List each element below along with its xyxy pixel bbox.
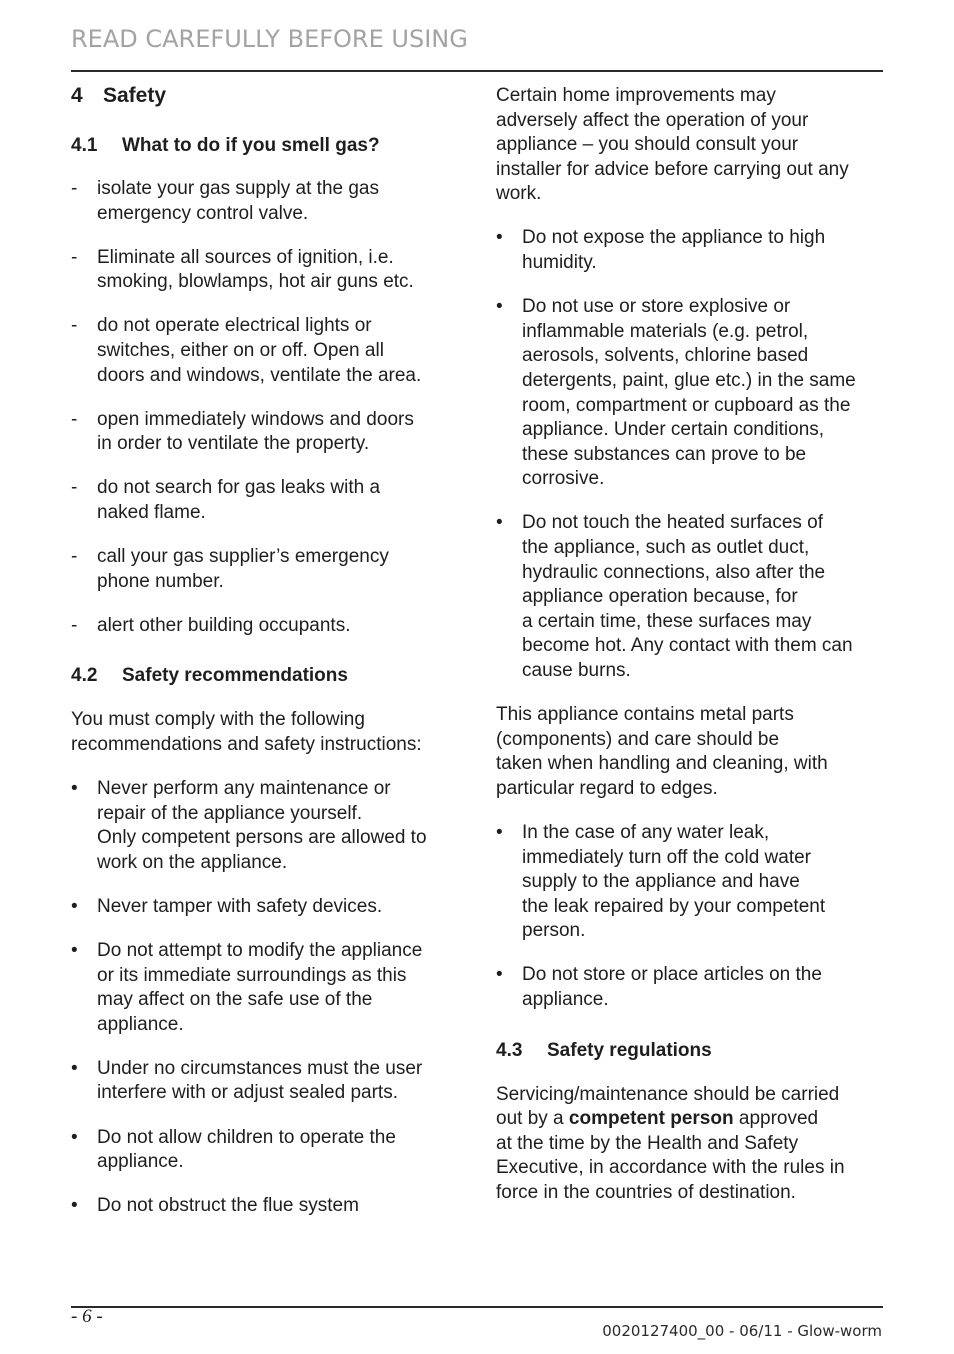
item-line: isolate your gas supply at the gas (97, 178, 380, 199)
dash-marker: - (71, 178, 78, 199)
item-line: switches, either on or off. Open all (97, 339, 384, 361)
para-line: work. (496, 183, 542, 205)
item-line: smoking, blowlamps, hot air guns etc. (97, 271, 414, 293)
item-line: Do not expose the appliance to high (522, 227, 826, 249)
bullet-marker: • (71, 778, 78, 799)
item-line: In the case of any water leak, (522, 821, 770, 843)
item-line: become hot. Any contact with them can (522, 635, 853, 657)
para-line: You must comply with the following (71, 709, 365, 731)
item-line: repair of the appliance yourself. (97, 802, 363, 824)
list-item (71, 614, 456, 639)
footer-rule (71, 1306, 883, 1308)
subsection-heading-4-2 (71, 664, 456, 688)
item-line: inflammable materials (e.g. petrol, (522, 320, 809, 342)
item-line: appliance. (97, 1151, 184, 1173)
bullet-marker: • (71, 1126, 78, 1148)
leak-precautions-list (496, 821, 886, 1013)
regulations-paragraph (496, 1083, 886, 1206)
item-line: Do not obstruct the flue system (97, 1195, 359, 1217)
item-line: phone number. (97, 570, 224, 592)
item-line: alert other building occupants. (97, 614, 351, 636)
recommendations-intro (71, 708, 456, 757)
metal-parts-note (496, 703, 886, 801)
item-line: doors and windows, ventilate the area. (97, 364, 422, 386)
item-line: Do not allow children to operate the (97, 1126, 396, 1148)
dash-marker: - (71, 546, 78, 568)
item-line: Only competent persons are allowed to (97, 827, 427, 849)
item-line: humidity. (522, 252, 597, 274)
dash-marker: - (71, 408, 78, 430)
item-line: Eliminate all sources of ignition, i.e. (97, 246, 394, 268)
para-text: out by a (496, 1108, 569, 1130)
left-column (71, 84, 456, 1219)
item-line: appliance. Under certain conditions, (522, 419, 825, 441)
list-item (71, 177, 456, 226)
list-item (71, 476, 456, 525)
para-line: (components) and care should be (496, 728, 780, 750)
item-line: room, compartment or cupboard as the (522, 394, 851, 416)
list-item (71, 314, 456, 388)
dash-marker: - (71, 477, 78, 499)
document-reference: 0020127400_00 - 06/11 - Glow-worm (602, 1322, 882, 1340)
item-line: Do not use or store explosive or (522, 296, 791, 318)
precautions-list (496, 226, 886, 683)
subsection-heading-4-3 (496, 1039, 886, 1063)
bullet-marker: • (496, 821, 503, 843)
item-line: appliance operation because, for (522, 586, 798, 608)
list-item (71, 1057, 456, 1106)
item-line: Do not touch the heated surfaces of (522, 512, 824, 534)
list-item (71, 895, 456, 920)
para-line: installer for advice before carrying out any (496, 158, 849, 180)
item-line: the appliance, such as outlet duct, (522, 537, 810, 558)
subsection-number: 4.1 (71, 135, 98, 156)
item-line: aerosols, solvents, chlorine based (522, 345, 809, 367)
list-item (71, 1126, 456, 1175)
gas-smell-list (71, 177, 456, 638)
item-line: the leak repaired by your competent (522, 895, 826, 917)
item-line: Do not attempt to modify the appliance (97, 939, 423, 961)
bullet-marker: • (71, 1057, 78, 1079)
list-item (71, 1194, 456, 1219)
page-number: - 6 - (71, 1306, 103, 1327)
competent-person-emphasis: competent person (568, 1108, 734, 1130)
list-item (496, 295, 886, 492)
subsection-title: Safety recommendations (122, 665, 348, 687)
item-line: Never tamper with safety devices. (97, 895, 383, 917)
subsection-number: 4.3 (496, 1039, 523, 1061)
home-improvements-intro (496, 84, 886, 207)
recommendations-list (71, 777, 456, 1219)
para-line: appliance – you should consult your (496, 134, 799, 156)
section-heading (71, 84, 456, 108)
para-line: adversely affect the operation of your (496, 109, 809, 131)
bullet-marker: • (71, 939, 78, 961)
item-line: may affect on the safe use of the (97, 989, 373, 1011)
item-line: cause burns. (522, 659, 631, 681)
para-line: This appliance contains metal parts (496, 704, 794, 726)
subsection-title: Safety regulations (547, 1039, 712, 1061)
para-line: force in the countries of destination. (496, 1181, 796, 1203)
subsection-number: 4.2 (71, 665, 98, 687)
list-item (496, 963, 886, 1012)
bullet-marker: • (496, 964, 503, 986)
item-line: Do not store or place articles on the (522, 964, 822, 986)
para-line (496, 1107, 886, 1132)
header-rule (71, 70, 883, 72)
item-line: corrosive. (522, 468, 605, 490)
item-line: immediately turn off the cold water (522, 846, 812, 868)
list-item (71, 777, 456, 875)
section-title: Safety (103, 84, 167, 107)
bullet-marker: • (496, 296, 503, 318)
subsection-heading-4-1 (71, 134, 456, 158)
item-line: in order to ventilate the property. (97, 433, 370, 455)
dash-marker: - (71, 315, 78, 337)
list-item (71, 408, 456, 457)
item-line: or its immediate surroundings as this (97, 964, 407, 986)
para-line: Executive, in accordance with the rules in (496, 1157, 845, 1179)
item-line: appliance. (522, 989, 609, 1010)
para-line: recommendations and safety instructions: (71, 733, 422, 755)
list-item (71, 246, 456, 295)
list-item (496, 226, 886, 275)
para-line: Servicing/maintenance should be carried (496, 1083, 840, 1105)
item-line: a certain time, these surfaces may (522, 610, 812, 632)
item-line: Under no circumstances must the user (97, 1057, 423, 1079)
para-line: Certain home improvements may (496, 85, 776, 106)
bullet-marker: • (71, 1195, 78, 1217)
list-item (496, 821, 886, 944)
para-line: taken when handling and cleaning, with (496, 753, 828, 775)
para-line: at the time by the Health and Safety (496, 1132, 799, 1154)
item-line: do not operate electrical lights or (97, 315, 372, 337)
dash-marker: - (71, 246, 78, 268)
list-item (71, 939, 456, 1037)
item-line: call your gas supplier’s emergency (97, 546, 389, 568)
item-line: appliance. (97, 1013, 184, 1035)
dash-marker: - (71, 614, 78, 636)
section-number: 4 (71, 84, 83, 107)
item-line: work on the appliance. (97, 851, 288, 873)
para-line: particular regard to edges. (496, 777, 718, 799)
item-line: Never perform any maintenance or (97, 778, 391, 799)
item-line: open immediately windows and doors (97, 408, 414, 430)
item-line: do not search for gas leaks with a (97, 477, 381, 499)
item-line: person. (522, 920, 586, 942)
item-line: emergency control valve. (97, 202, 309, 224)
item-line: naked flame. (97, 501, 206, 523)
bullet-marker: • (496, 227, 503, 249)
item-line: these substances can prove to be (522, 443, 807, 465)
item-line: interfere with or adjust sealed parts. (97, 1082, 398, 1104)
bullet-marker: • (496, 512, 503, 534)
running-header: READ CAREFULLY BEFORE USING (71, 25, 468, 53)
list-item (71, 545, 456, 594)
right-column (496, 84, 886, 1206)
item-line: detergents, paint, glue etc.) in the same (522, 369, 856, 391)
subsection-title: What to do if you smell gas? (122, 135, 380, 156)
para-text: approved (733, 1108, 819, 1130)
item-line: hydraulic connections, also after the (522, 561, 826, 583)
bullet-marker: • (71, 895, 78, 917)
list-item (496, 511, 886, 683)
item-line: supply to the appliance and have (522, 871, 800, 893)
